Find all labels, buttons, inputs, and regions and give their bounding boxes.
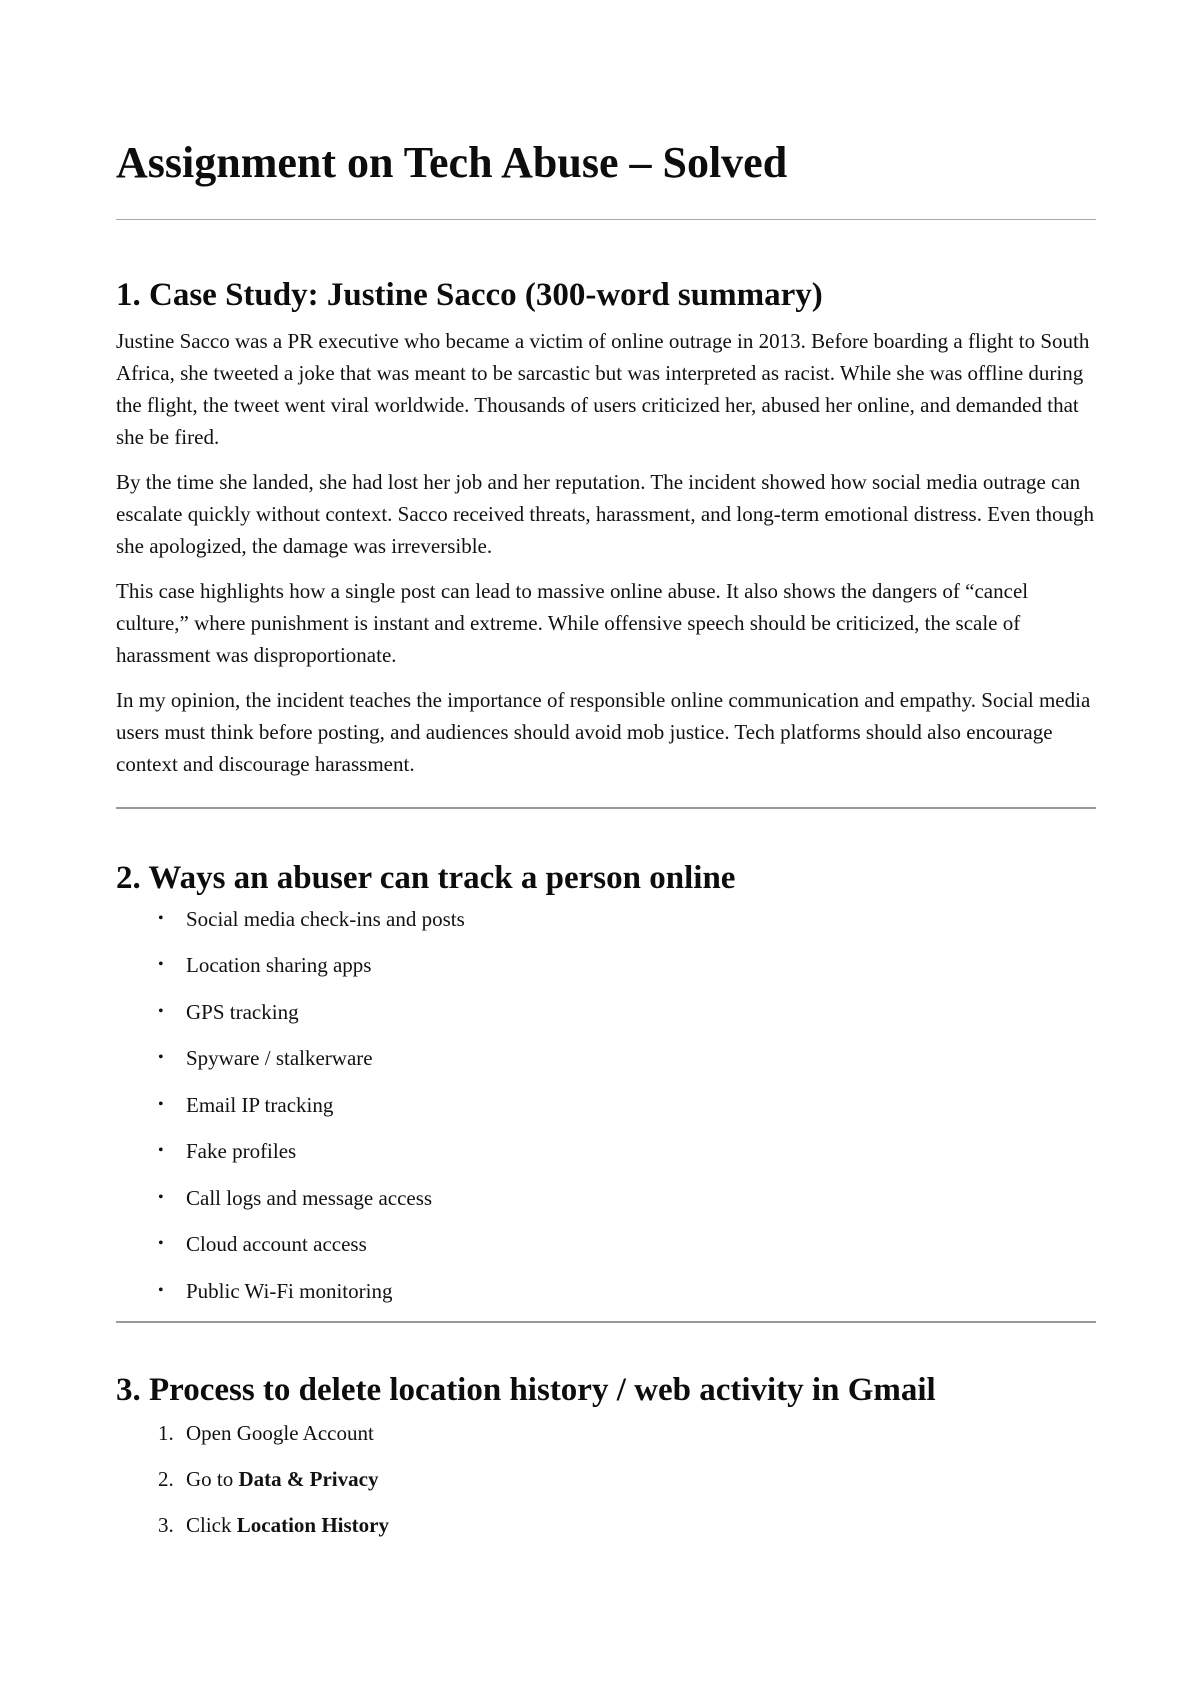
document-title: Assignment on Tech Abuse – Solved — [116, 138, 788, 187]
section-delete-history — [116, 1371, 1096, 1541]
step-text: Open Google Account — [186, 1420, 374, 1445]
step-item — [116, 1509, 1096, 1541]
section-tracking-methods — [116, 859, 1096, 1307]
step-item — [116, 1463, 1096, 1495]
paragraph: By the time she landed, she had lost her job and her reputation. The incident showed how social media outrage can escalate quickly without context. Sacco received threats, harassment, and long-term emotional distress. Even though she apologized, the damage was irreversible. — [116, 470, 1094, 559]
paragraph: This case highlights how a single post can lead to massive online abuse. It also shows the dangers of “cancel culture,” where punishment is instant and extreme. While offensive speech should be criticized, the scale of harassment was disproportionate. — [116, 579, 1029, 668]
step-number: 3. — [158, 1512, 174, 1537]
list-item: • Call logs and message access — [116, 1182, 1096, 1214]
step-bold-text: Location History — [236, 1512, 389, 1537]
section-case-study — [116, 276, 1096, 781]
step-bold-text: Data & Privacy — [238, 1466, 379, 1491]
paragraph: Justine Sacco was a PR executive who became a victim of online outrage in 2013. Before boarding a flight to South Africa, she tweeted a joke that was meant to be sarcastic but was interpreted as racist. While she was offline during the flight, the tweet went viral worldwide. Thousands of users criticized her, abused her online, and demanded that she be fired. — [116, 329, 1090, 450]
section-3-heading: 3. Process to delete location history / web activity in Gmail — [116, 1372, 936, 1409]
step-number: 2. — [158, 1466, 174, 1491]
steps-list — [116, 1417, 1096, 1541]
section-divider — [116, 1321, 1096, 1323]
step-text: Click — [186, 1512, 237, 1537]
section-2-heading: 2. Ways an abuser can track a person online — [116, 860, 736, 897]
list-item: • GPS tracking — [116, 996, 1096, 1028]
list-item: • Cloud account access — [116, 1228, 1096, 1260]
list-item: • Social media check-ins and posts — [116, 903, 1096, 935]
list-item: • Fake profiles — [116, 1135, 1096, 1167]
list-item: • Public Wi-Fi monitoring — [116, 1275, 1096, 1307]
tracking-methods-list — [116, 903, 1096, 1307]
list-item: • Email IP tracking — [116, 1089, 1096, 1121]
list-item: • Location sharing apps — [116, 949, 1096, 981]
step-number: 1. — [158, 1420, 174, 1445]
paragraph: In my opinion, the incident teaches the importance of responsible online communication and empathy. Social media users must think before posting, and audiences should avoid mob justice. Tech platforms should also encourage context and discourage harassment. — [116, 688, 1091, 777]
section-divider — [116, 807, 1096, 809]
section-1-heading: 1. Case Study: Justine Sacco (300-word summary) — [116, 276, 823, 313]
step-item — [116, 1417, 1096, 1449]
list-item: • Spyware / stalkerware — [116, 1042, 1096, 1074]
step-text: Go to — [186, 1466, 239, 1491]
title-divider — [116, 219, 1096, 220]
